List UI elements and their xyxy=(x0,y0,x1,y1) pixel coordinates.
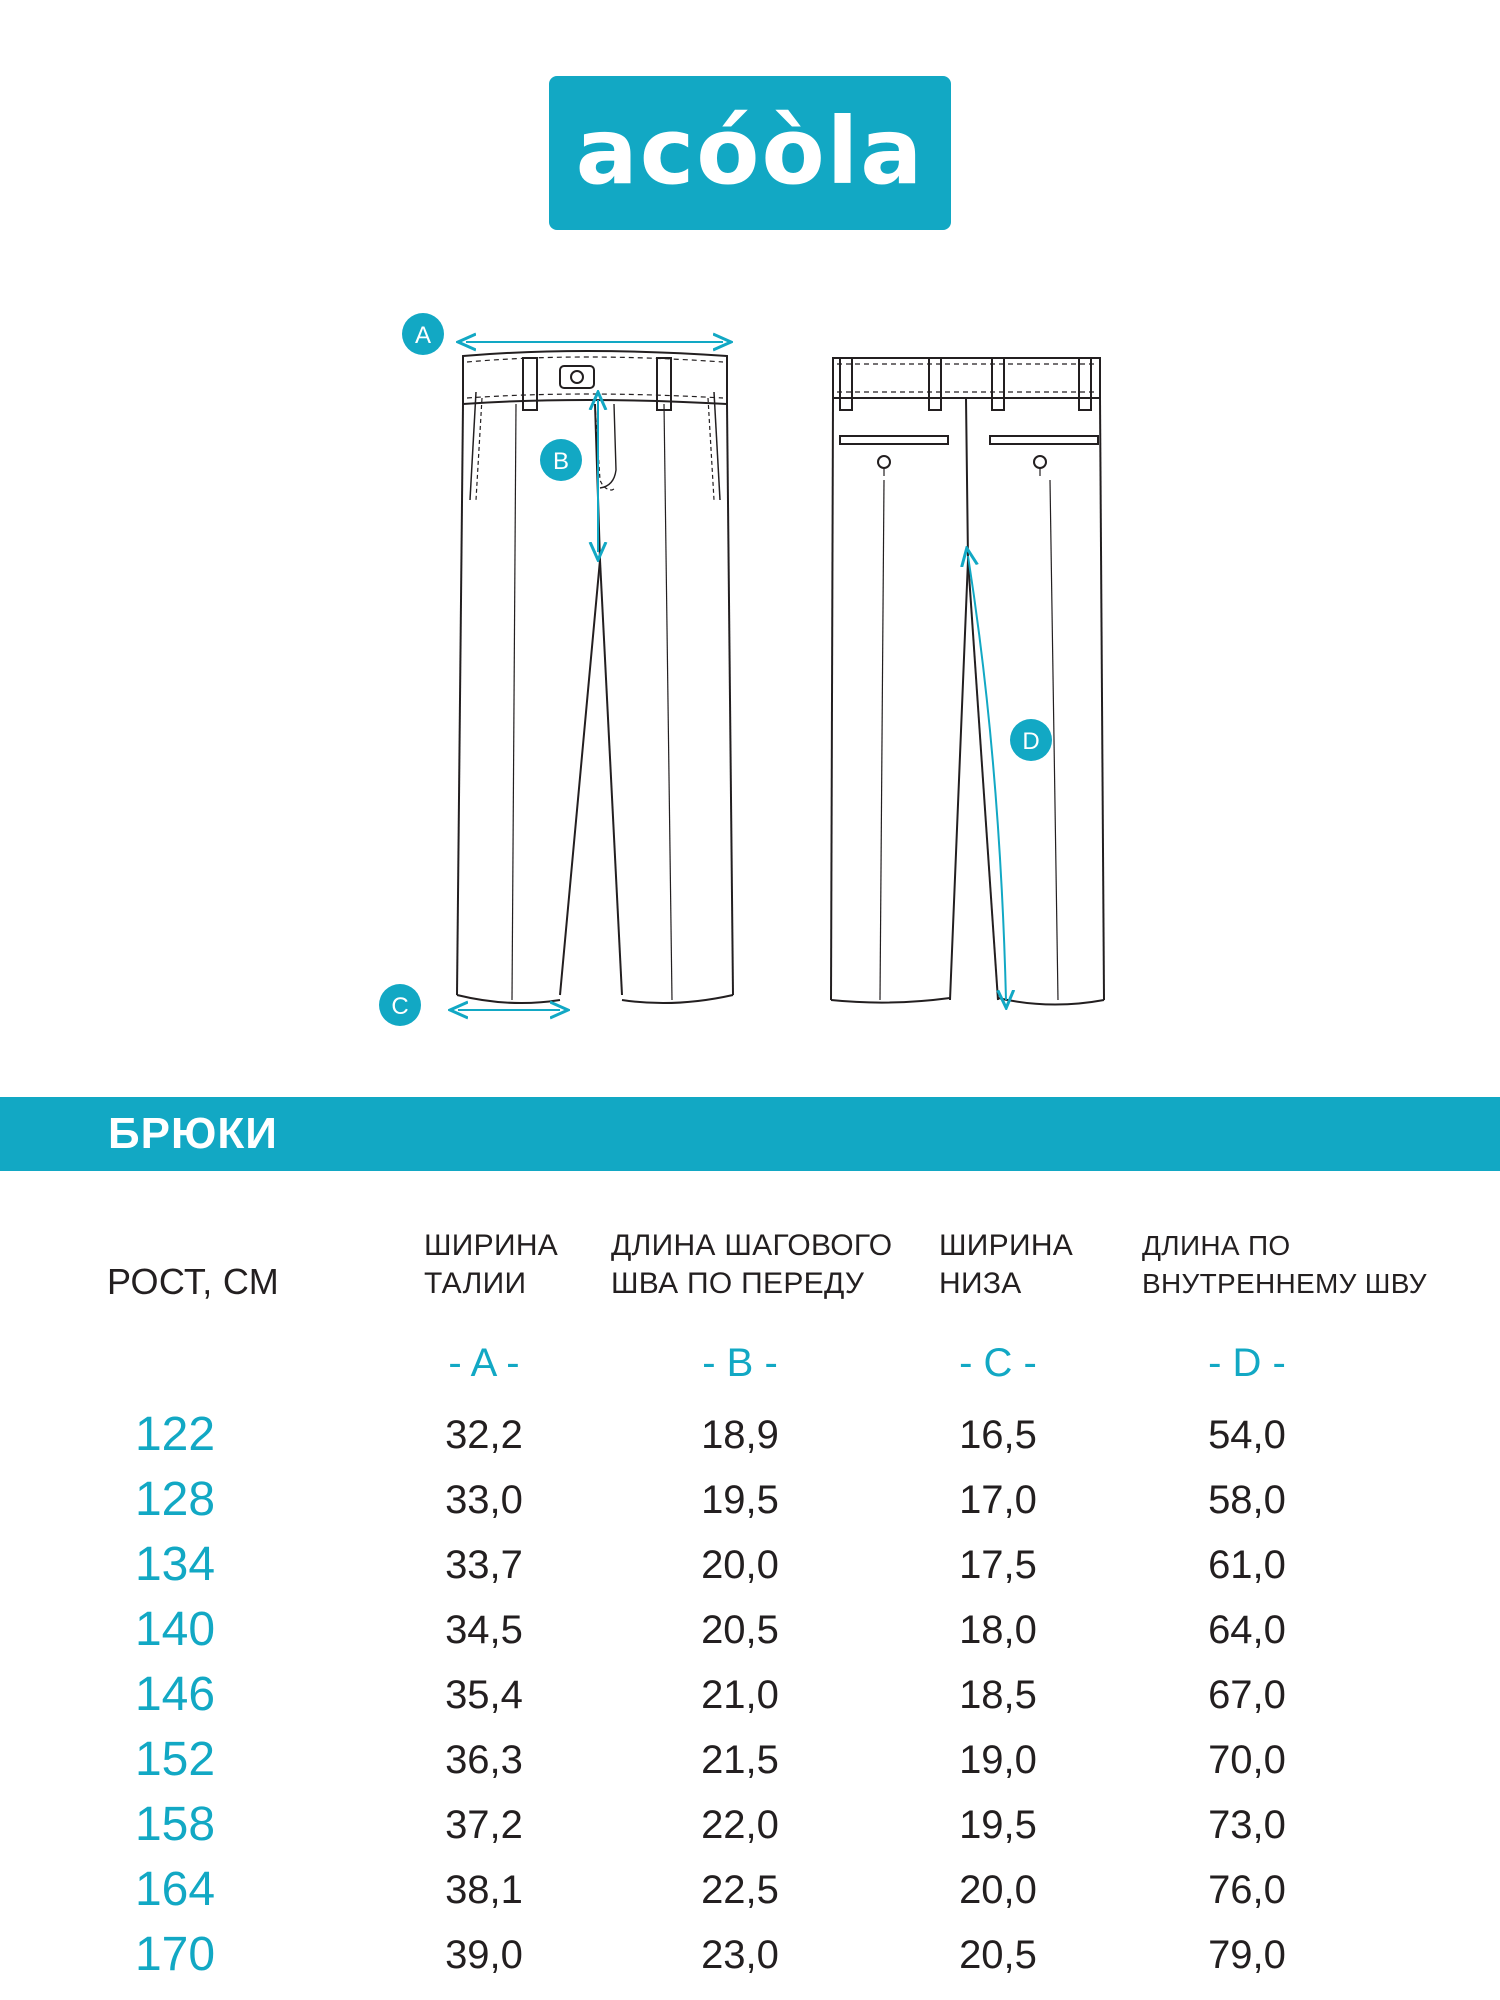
table-row xyxy=(0,1410,1500,1472)
hem-width-cell: 19,0 xyxy=(959,1738,1037,1782)
header-size: РОСТ, СМ xyxy=(107,1261,280,1302)
front-rise-cell: 20,5 xyxy=(701,1608,779,1652)
waist-cell: 37,2 xyxy=(445,1803,523,1847)
table-row xyxy=(0,1475,1500,1537)
column-letter-d: - D - xyxy=(1208,1341,1286,1385)
waist-cell: 33,0 xyxy=(445,1478,523,1522)
header-b-line2: ШВА ПО ПЕРЕДУ xyxy=(611,1267,865,1300)
table-row xyxy=(0,1865,1500,1927)
header-b xyxy=(611,1227,892,1303)
waist-cell: 35,4 xyxy=(445,1673,523,1717)
marker-d xyxy=(1010,719,1052,761)
marker-a xyxy=(402,313,444,355)
inseam-cell: 76,0 xyxy=(1208,1868,1286,1912)
size-cell: 146 xyxy=(134,1668,216,1721)
inseam-cell: 73,0 xyxy=(1208,1803,1286,1847)
hem-width-cell: 17,0 xyxy=(959,1478,1037,1522)
header-a-line1: ШИРИНА xyxy=(424,1229,559,1262)
inseam-cell: 58,0 xyxy=(1208,1478,1286,1522)
brand-logo-text: acóòla xyxy=(575,98,925,205)
hem-width-cell: 16,5 xyxy=(959,1413,1037,1457)
size-cell: 164 xyxy=(134,1863,216,1916)
inseam-cell: 70,0 xyxy=(1208,1738,1286,1782)
front-rise-cell: 21,0 xyxy=(701,1673,779,1717)
hem-width-cell: 18,5 xyxy=(959,1673,1037,1717)
waist-cell: 34,5 xyxy=(445,1608,523,1652)
header-c-line2: НИЗА xyxy=(939,1267,1022,1300)
size-cell: 134 xyxy=(134,1538,216,1591)
hem-width-cell: 20,0 xyxy=(959,1868,1037,1912)
waist-cell: 39,0 xyxy=(445,1933,523,1977)
front-rise-cell: 21,5 xyxy=(701,1738,779,1782)
header-c xyxy=(939,1227,1073,1303)
front-rise-cell: 18,9 xyxy=(701,1413,779,1457)
front-rise-cell: 23,0 xyxy=(701,1933,779,1977)
waist-cell: 38,1 xyxy=(445,1868,523,1912)
size-cell: 152 xyxy=(134,1733,216,1786)
inseam-cell: 79,0 xyxy=(1208,1933,1286,1977)
section-title: БРЮКИ xyxy=(108,1109,278,1158)
svg-text:D: D xyxy=(1022,728,1040,755)
size-cell: 128 xyxy=(134,1473,216,1526)
inseam-cell: 64,0 xyxy=(1208,1608,1286,1652)
hem-width-cell: 17,5 xyxy=(959,1543,1037,1587)
waist-cell: 33,7 xyxy=(445,1543,523,1587)
header-b-line1: ДЛИНА ШАГОВОГО xyxy=(611,1229,893,1262)
size-cell: 158 xyxy=(134,1798,216,1851)
column-letter-b: - B - xyxy=(702,1341,778,1385)
header-d-line2: ВНУТРЕННЕМУ ШВУ xyxy=(1142,1268,1427,1299)
inseam-cell: 61,0 xyxy=(1208,1543,1286,1587)
front-rise-cell: 19,5 xyxy=(701,1478,779,1522)
size-cell: 140 xyxy=(134,1603,216,1656)
svg-text:A: A xyxy=(414,322,432,349)
size-cell: 170 xyxy=(134,1928,216,1981)
table-row xyxy=(0,1735,1500,1797)
hem-width-cell: 18,0 xyxy=(959,1608,1037,1652)
table-row xyxy=(0,1930,1500,1992)
hem-width-cell: 20,5 xyxy=(959,1933,1037,1977)
size-cell: 122 xyxy=(134,1408,216,1461)
column-letter-a: - A - xyxy=(448,1341,520,1385)
measure-line-d xyxy=(968,556,1006,1000)
waist-cell: 32,2 xyxy=(445,1413,523,1457)
hem-width-cell: 19,5 xyxy=(959,1803,1037,1847)
table-row xyxy=(0,1540,1500,1602)
inseam-cell: 54,0 xyxy=(1208,1413,1286,1457)
column-letter-c: - C - xyxy=(959,1341,1037,1385)
inseam-cell: 67,0 xyxy=(1208,1673,1286,1717)
header-c-line1: ШИРИНА xyxy=(939,1229,1074,1262)
front-rise-cell: 22,5 xyxy=(701,1868,779,1912)
front-rise-cell: 22,0 xyxy=(701,1803,779,1847)
marker-b xyxy=(540,439,582,481)
back-view-drawing xyxy=(831,358,1104,1005)
svg-text:B: B xyxy=(552,448,570,475)
header-d xyxy=(1142,1227,1427,1303)
marker-c xyxy=(379,984,421,1026)
header-a xyxy=(424,1227,558,1303)
header-d-line1: ДЛИНА ПО xyxy=(1142,1230,1291,1261)
waist-cell: 36,3 xyxy=(445,1738,523,1782)
table-row xyxy=(0,1670,1500,1732)
header-a-line2: ТАЛИИ xyxy=(424,1267,527,1300)
front-rise-cell: 20,0 xyxy=(701,1543,779,1587)
front-view-drawing xyxy=(457,351,733,1003)
table-row xyxy=(0,1605,1500,1667)
table-row xyxy=(0,1800,1500,1862)
svg-text:C: C xyxy=(391,993,409,1020)
